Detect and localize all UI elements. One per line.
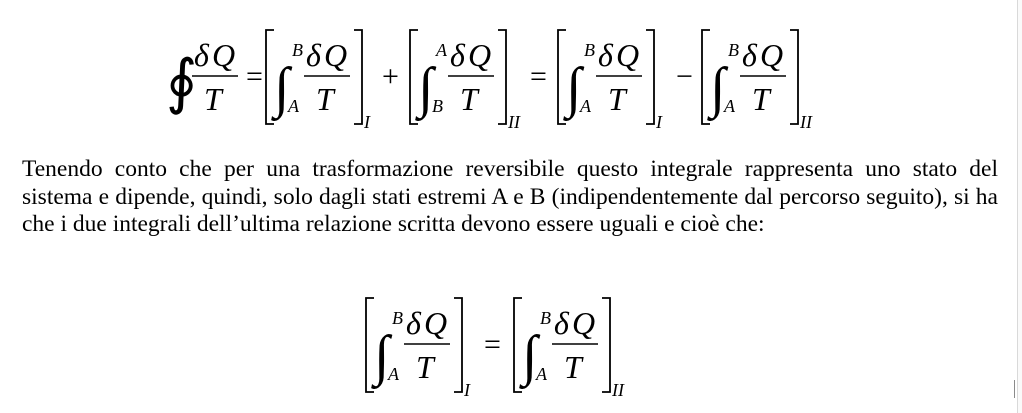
delta-symbol: δ (554, 305, 569, 341)
upper-limit: B (728, 40, 739, 60)
lower-limit: A (580, 96, 591, 116)
lower-limit: A (536, 364, 547, 384)
equation-path-independence-svg (366, 292, 656, 402)
bracket-term-path-two (702, 30, 813, 132)
delta-symbol: δ (742, 37, 757, 73)
body-paragraph: Tenendo conto che per una trasformazione reversibile questo integrale rappresenta uno stato del sistema e dipende, quindi, solo dagli stati estremi A e B (indipendentemente dal percorso seguito), si ha che i due integrali dell’ultima relazione scritta devono essere uguali e cioè che: (22, 156, 998, 237)
temperature-symbol: T (564, 349, 582, 385)
delta-symbol: δ (194, 37, 209, 73)
integral-sign: ∫ (566, 57, 582, 119)
heat-symbol: Q (616, 37, 640, 73)
heat-symbol: Q (324, 37, 348, 73)
bracket-term-path-one (366, 298, 471, 400)
temperature-symbol: T (204, 81, 222, 117)
path-subscript: I (656, 112, 662, 132)
lower-limit: B (432, 96, 443, 116)
integral-sign: ∫ (710, 57, 726, 119)
integral-sign: ∫ (522, 325, 538, 387)
integral-sign: ∫ (418, 57, 434, 119)
temperature-symbol: T (608, 81, 626, 117)
temperature-symbol: T (752, 81, 770, 117)
temperature-symbol: T (316, 81, 334, 117)
integral-sign: ∫ (374, 325, 390, 387)
equation-path-independence (0, 292, 1022, 402)
lower-limit: A (724, 96, 735, 116)
delta-symbol: δ (598, 37, 613, 73)
path-subscript: I (464, 380, 470, 400)
temperature-symbol: T (416, 349, 434, 385)
upper-limit: A (436, 40, 447, 60)
page-right-edge (1017, 0, 1022, 413)
heat-symbol: Q (468, 37, 492, 73)
upper-limit: B (392, 308, 403, 328)
equation-cyclic-integral-svg (166, 22, 856, 132)
upper-limit: B (540, 308, 551, 328)
equals-sign: = (530, 60, 547, 93)
temperature-symbol: T (460, 81, 478, 117)
contour-integral-sign: ∮ (166, 49, 198, 115)
bracket-term-path-one (266, 30, 371, 132)
upper-limit: B (292, 40, 303, 60)
integral-sign: ∫ (274, 57, 290, 119)
heat-symbol: Q (572, 305, 596, 341)
heat-symbol: Q (424, 305, 448, 341)
heat-symbol: Q (212, 37, 236, 73)
path-subscript: I (364, 112, 370, 132)
text-cursor-mark (1014, 380, 1020, 398)
path-subscript: II (800, 112, 812, 132)
equation-cyclic-integral (0, 22, 1022, 132)
lower-limit: A (288, 96, 299, 116)
equals-sign: = (246, 60, 263, 93)
lower-limit: A (388, 364, 399, 384)
bracket-term-path-one (558, 30, 663, 132)
delta-symbol: δ (450, 37, 465, 73)
path-subscript: II (612, 380, 624, 400)
plus-sign: + (382, 60, 399, 93)
equals-sign: = (484, 328, 501, 361)
upper-limit: B (584, 40, 595, 60)
bracket-term-path-two (410, 30, 521, 132)
delta-symbol: δ (306, 37, 321, 73)
minus-sign: − (676, 60, 693, 93)
heat-symbol: Q (760, 37, 784, 73)
delta-symbol: δ (406, 305, 421, 341)
path-subscript: II (508, 112, 520, 132)
bracket-term-path-two (514, 298, 625, 400)
